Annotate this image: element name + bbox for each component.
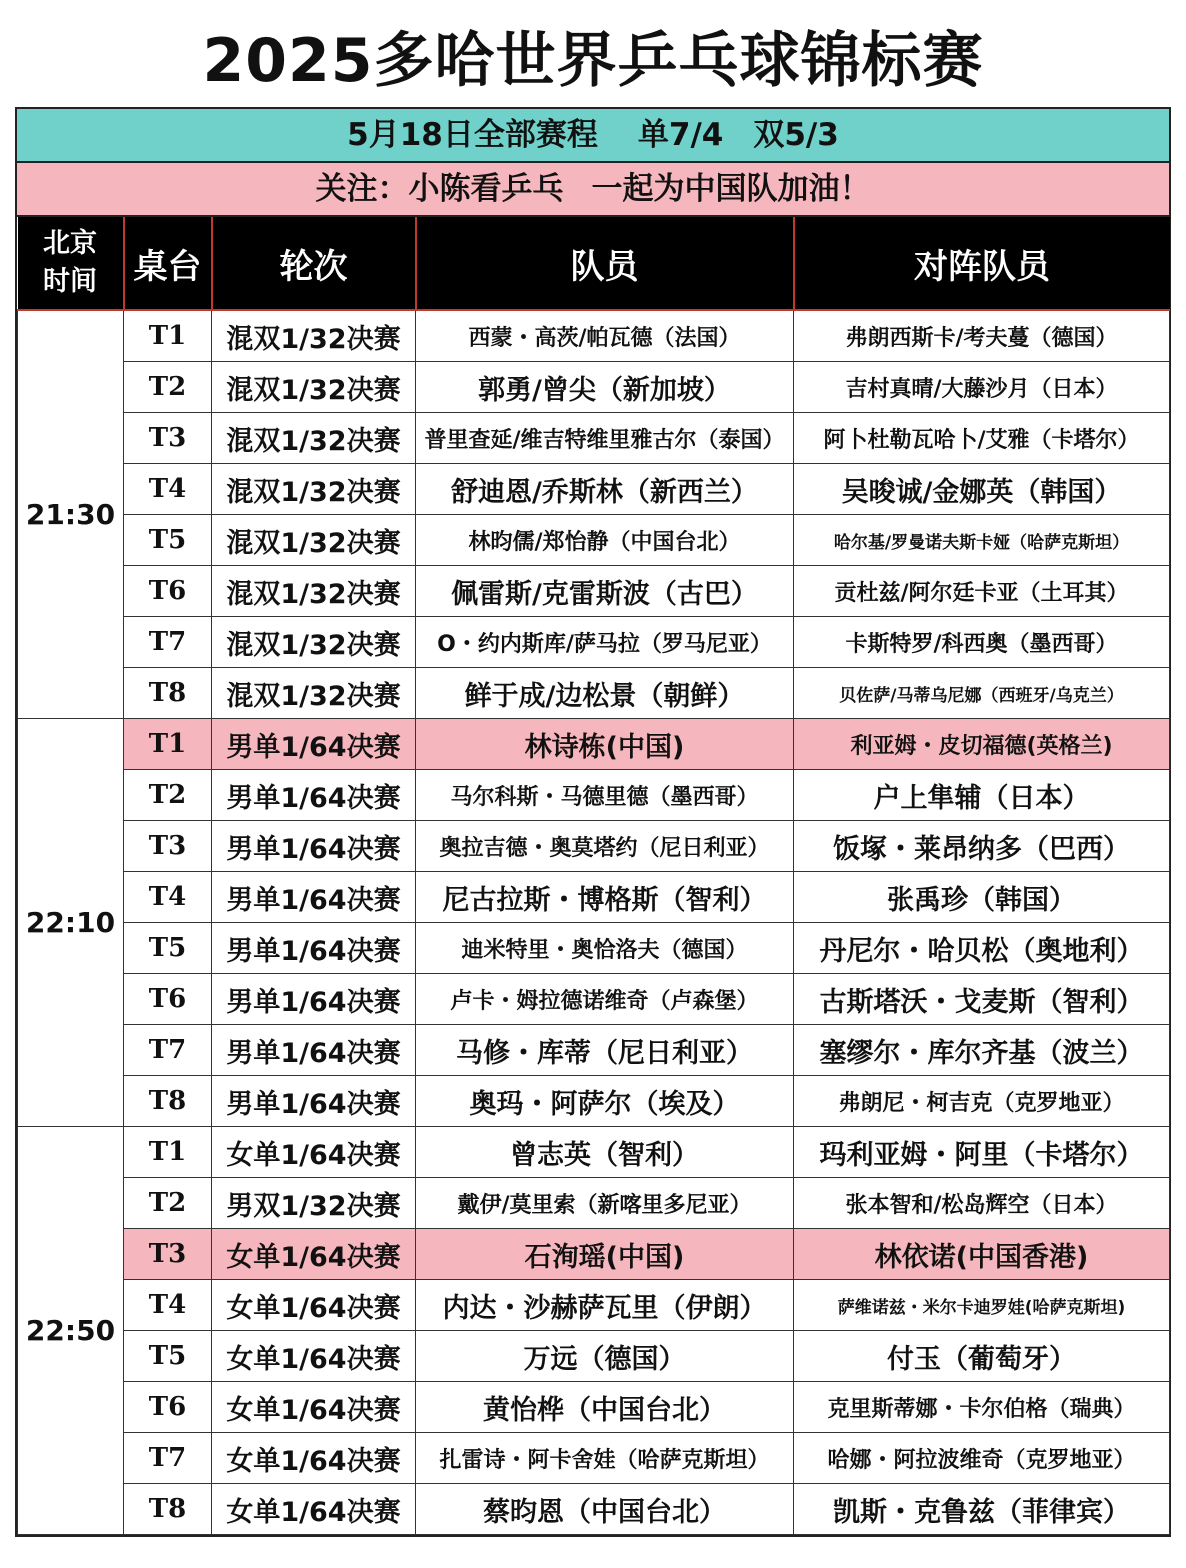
round-name: 混双1/32决赛 bbox=[212, 464, 416, 515]
date-banner bbox=[17, 109, 1169, 163]
table-number: T5 bbox=[124, 515, 212, 566]
opponent-name: 张禹珍（韩国） bbox=[794, 872, 1170, 923]
round-name: 混双1/32决赛 bbox=[212, 617, 416, 668]
opponent-name: 户上隼辅（日本） bbox=[794, 770, 1170, 821]
player-name: 鲜于成/边松景（朝鲜） bbox=[416, 668, 794, 719]
opponent-name: 玛利亚姆・阿里（卡塔尔） bbox=[794, 1127, 1170, 1178]
follow-banner bbox=[17, 163, 1169, 217]
opponent-name: 克里斯蒂娜・卡尔伯格（瑞典） bbox=[794, 1382, 1170, 1433]
header-player: 队员 bbox=[416, 217, 794, 310]
table-row bbox=[18, 362, 1170, 413]
round-name: 男单1/64决赛 bbox=[212, 719, 416, 770]
doubles-count: 双5/3 bbox=[753, 117, 839, 153]
round-name: 混双1/32决赛 bbox=[212, 515, 416, 566]
round-name: 男单1/64决赛 bbox=[212, 1025, 416, 1076]
round-name: 男单1/64决赛 bbox=[212, 872, 416, 923]
table-row bbox=[18, 923, 1170, 974]
table-number: T7 bbox=[124, 1433, 212, 1484]
table-row bbox=[18, 617, 1170, 668]
round-name: 女单1/64决赛 bbox=[212, 1484, 416, 1535]
singles-count: 单7/4 bbox=[637, 117, 724, 153]
table-number: T1 bbox=[124, 719, 212, 770]
opponent-name: 吴晙诚/金娜英（韩国） bbox=[794, 464, 1170, 515]
opponent-name: 吉村真晴/大藤沙月（日本） bbox=[794, 362, 1170, 413]
opponent-name: 张本智和/松岛辉空（日本） bbox=[794, 1178, 1170, 1229]
cheer-label: 一起为中国队加油！ bbox=[591, 171, 871, 207]
table-row bbox=[18, 872, 1170, 923]
table-row bbox=[18, 974, 1170, 1025]
round-name: 女单1/64决赛 bbox=[212, 1382, 416, 1433]
table-row bbox=[18, 515, 1170, 566]
table-number: T3 bbox=[124, 821, 212, 872]
player-name: 曾志英（智利） bbox=[416, 1127, 794, 1178]
round-name: 女单1/64决赛 bbox=[212, 1433, 416, 1484]
round-name: 混双1/32决赛 bbox=[212, 566, 416, 617]
round-name: 男单1/64决赛 bbox=[212, 770, 416, 821]
opponent-name: 哈娜・阿拉波维奇（克罗地亚） bbox=[794, 1433, 1170, 1484]
player-name: 舒迪恩/乔斯林（新西兰） bbox=[416, 464, 794, 515]
round-name: 男单1/64决赛 bbox=[212, 974, 416, 1025]
table-number: T2 bbox=[124, 362, 212, 413]
opponent-name: 凯斯・克鲁兹（菲律宾） bbox=[794, 1484, 1170, 1535]
player-name: 迪米特里・奥恰洛夫（德国） bbox=[416, 923, 794, 974]
table-number: T8 bbox=[124, 1484, 212, 1535]
round-name: 女单1/64决赛 bbox=[212, 1127, 416, 1178]
opponent-name: 哈尔基/罗曼诺夫斯卡娅（哈萨克斯坦） bbox=[794, 515, 1170, 566]
header-opponent: 对阵队员 bbox=[794, 217, 1170, 310]
table-number: T1 bbox=[124, 310, 212, 362]
round-name: 男单1/64决赛 bbox=[212, 923, 416, 974]
session-time: 21:30 bbox=[18, 310, 124, 719]
round-name: 女单1/64决赛 bbox=[212, 1229, 416, 1280]
round-name: 男单1/64决赛 bbox=[212, 821, 416, 872]
player-name: 林诗栋(中国) bbox=[416, 719, 794, 770]
player-name: O・约内斯库/萨马拉（罗马尼亚） bbox=[416, 617, 794, 668]
table-number: T7 bbox=[124, 617, 212, 668]
table-row bbox=[18, 464, 1170, 515]
table-number: T7 bbox=[124, 1025, 212, 1076]
player-name: 奥玛・阿萨尔（埃及） bbox=[416, 1076, 794, 1127]
table-number: T4 bbox=[124, 872, 212, 923]
session-time: 22:10 bbox=[18, 719, 124, 1127]
player-name: 黄怡桦（中国台北） bbox=[416, 1382, 794, 1433]
table-number: T3 bbox=[124, 413, 212, 464]
table-number: T1 bbox=[124, 1127, 212, 1178]
opponent-name: 利亚姆・皮切福德(英格兰) bbox=[794, 719, 1170, 770]
header-row bbox=[18, 217, 1170, 310]
table-number: T4 bbox=[124, 1280, 212, 1331]
schedule-body bbox=[18, 310, 1170, 1535]
round-name: 混双1/32决赛 bbox=[212, 362, 416, 413]
table-number: T8 bbox=[124, 1076, 212, 1127]
table-row bbox=[18, 1076, 1170, 1127]
table-number: T4 bbox=[124, 464, 212, 515]
player-name: 蔡昀恩（中国台北） bbox=[416, 1484, 794, 1535]
table-row bbox=[18, 770, 1170, 821]
table-number: T6 bbox=[124, 974, 212, 1025]
follow-label: 关注：小陈看乒乓 bbox=[315, 171, 564, 207]
schedule-board bbox=[15, 107, 1171, 1537]
table-number: T5 bbox=[124, 1331, 212, 1382]
opponent-name: 弗朗尼・柯吉克（克罗地亚） bbox=[794, 1076, 1170, 1127]
table-number: T5 bbox=[124, 923, 212, 974]
player-name: 奥拉吉德・奥莫塔约（尼日利亚） bbox=[416, 821, 794, 872]
table-row bbox=[18, 1127, 1170, 1178]
player-name: 石洵瑶(中国) bbox=[416, 1229, 794, 1280]
opponent-name: 萨维诺兹・米尔卡迪罗娃(哈萨克斯坦) bbox=[794, 1280, 1170, 1331]
table-row bbox=[18, 821, 1170, 872]
player-name: 尼古拉斯・博格斯（智利） bbox=[416, 872, 794, 923]
opponent-name: 贡杜兹/阿尔廷卡亚（土耳其） bbox=[794, 566, 1170, 617]
player-name: 郭勇/曾尖（新加坡） bbox=[416, 362, 794, 413]
round-name: 混双1/32决赛 bbox=[212, 310, 416, 362]
opponent-name: 林依诺(中国香港) bbox=[794, 1229, 1170, 1280]
player-name: 扎雷诗・阿卡舍娃（哈萨克斯坦） bbox=[416, 1433, 794, 1484]
opponent-name: 丹尼尔・哈贝松（奥地利） bbox=[794, 923, 1170, 974]
table-row bbox=[18, 1433, 1170, 1484]
opponent-name: 贝佐萨/马蒂乌尼娜（西班牙/乌克兰） bbox=[794, 668, 1170, 719]
opponent-name: 古斯塔沃・戈麦斯（智利） bbox=[794, 974, 1170, 1025]
opponent-name: 弗朗西斯卡/考夫蔓（德国） bbox=[794, 310, 1170, 362]
round-name: 女单1/64决赛 bbox=[212, 1331, 416, 1382]
player-name: 卢卡・姆拉德诺维奇（卢森堡） bbox=[416, 974, 794, 1025]
table-number: T6 bbox=[124, 566, 212, 617]
date-label: 5月18日全部赛程 bbox=[347, 117, 598, 153]
opponent-name: 塞缪尔・库尔齐基（波兰） bbox=[794, 1025, 1170, 1076]
table-row bbox=[18, 1280, 1170, 1331]
player-name: 万远（德国） bbox=[416, 1331, 794, 1382]
table-row bbox=[18, 413, 1170, 464]
table-row bbox=[18, 668, 1170, 719]
opponent-name: 阿卜杜勒瓦哈卜/艾雅（卡塔尔） bbox=[794, 413, 1170, 464]
table-row bbox=[18, 1331, 1170, 1382]
page-title: 2025多哈世界乒乓球锦标赛 bbox=[202, 26, 984, 96]
header-time: 北京 时间 bbox=[18, 217, 124, 310]
round-name: 混双1/32决赛 bbox=[212, 413, 416, 464]
player-name: 佩雷斯/克雷斯波（古巴） bbox=[416, 566, 794, 617]
table-number: T2 bbox=[124, 770, 212, 821]
round-name: 女单1/64决赛 bbox=[212, 1280, 416, 1331]
opponent-name: 付玉（葡萄牙） bbox=[794, 1331, 1170, 1382]
player-name: 内达・沙赫萨瓦里（伊朗） bbox=[416, 1280, 794, 1331]
table-row bbox=[18, 310, 1170, 362]
player-name: 西蒙・高茨/帕瓦德（法国） bbox=[416, 310, 794, 362]
table-row bbox=[18, 719, 1170, 770]
header-table: 桌台 bbox=[124, 217, 212, 310]
player-name: 马修・库蒂（尼日利亚） bbox=[416, 1025, 794, 1076]
table-row bbox=[18, 1025, 1170, 1076]
player-name: 戴伊/莫里索（新喀里多尼亚） bbox=[416, 1178, 794, 1229]
table-number: T8 bbox=[124, 668, 212, 719]
player-name: 普里查延/维吉特维里雅古尔（泰国） bbox=[416, 413, 794, 464]
header-round: 轮次 bbox=[212, 217, 416, 310]
table-number: T6 bbox=[124, 1382, 212, 1433]
round-name: 混双1/32决赛 bbox=[212, 668, 416, 719]
session-time: 22:50 bbox=[18, 1127, 124, 1535]
player-name: 马尔科斯・马德里德（墨西哥） bbox=[416, 770, 794, 821]
round-name: 男双1/32决赛 bbox=[212, 1178, 416, 1229]
table-row bbox=[18, 566, 1170, 617]
opponent-name: 饭塚・莱昂纳多（巴西） bbox=[794, 821, 1170, 872]
table-row bbox=[18, 1229, 1170, 1280]
schedule-table bbox=[17, 217, 1170, 1535]
table-row bbox=[18, 1484, 1170, 1535]
player-name: 林昀儒/郑怡静（中国台北） bbox=[416, 515, 794, 566]
table-number: T2 bbox=[124, 1178, 212, 1229]
round-name: 男单1/64决赛 bbox=[212, 1076, 416, 1127]
opponent-name: 卡斯特罗/科西奥（墨西哥） bbox=[794, 617, 1170, 668]
table-row bbox=[18, 1382, 1170, 1433]
table-number: T3 bbox=[124, 1229, 212, 1280]
table-row bbox=[18, 1178, 1170, 1229]
